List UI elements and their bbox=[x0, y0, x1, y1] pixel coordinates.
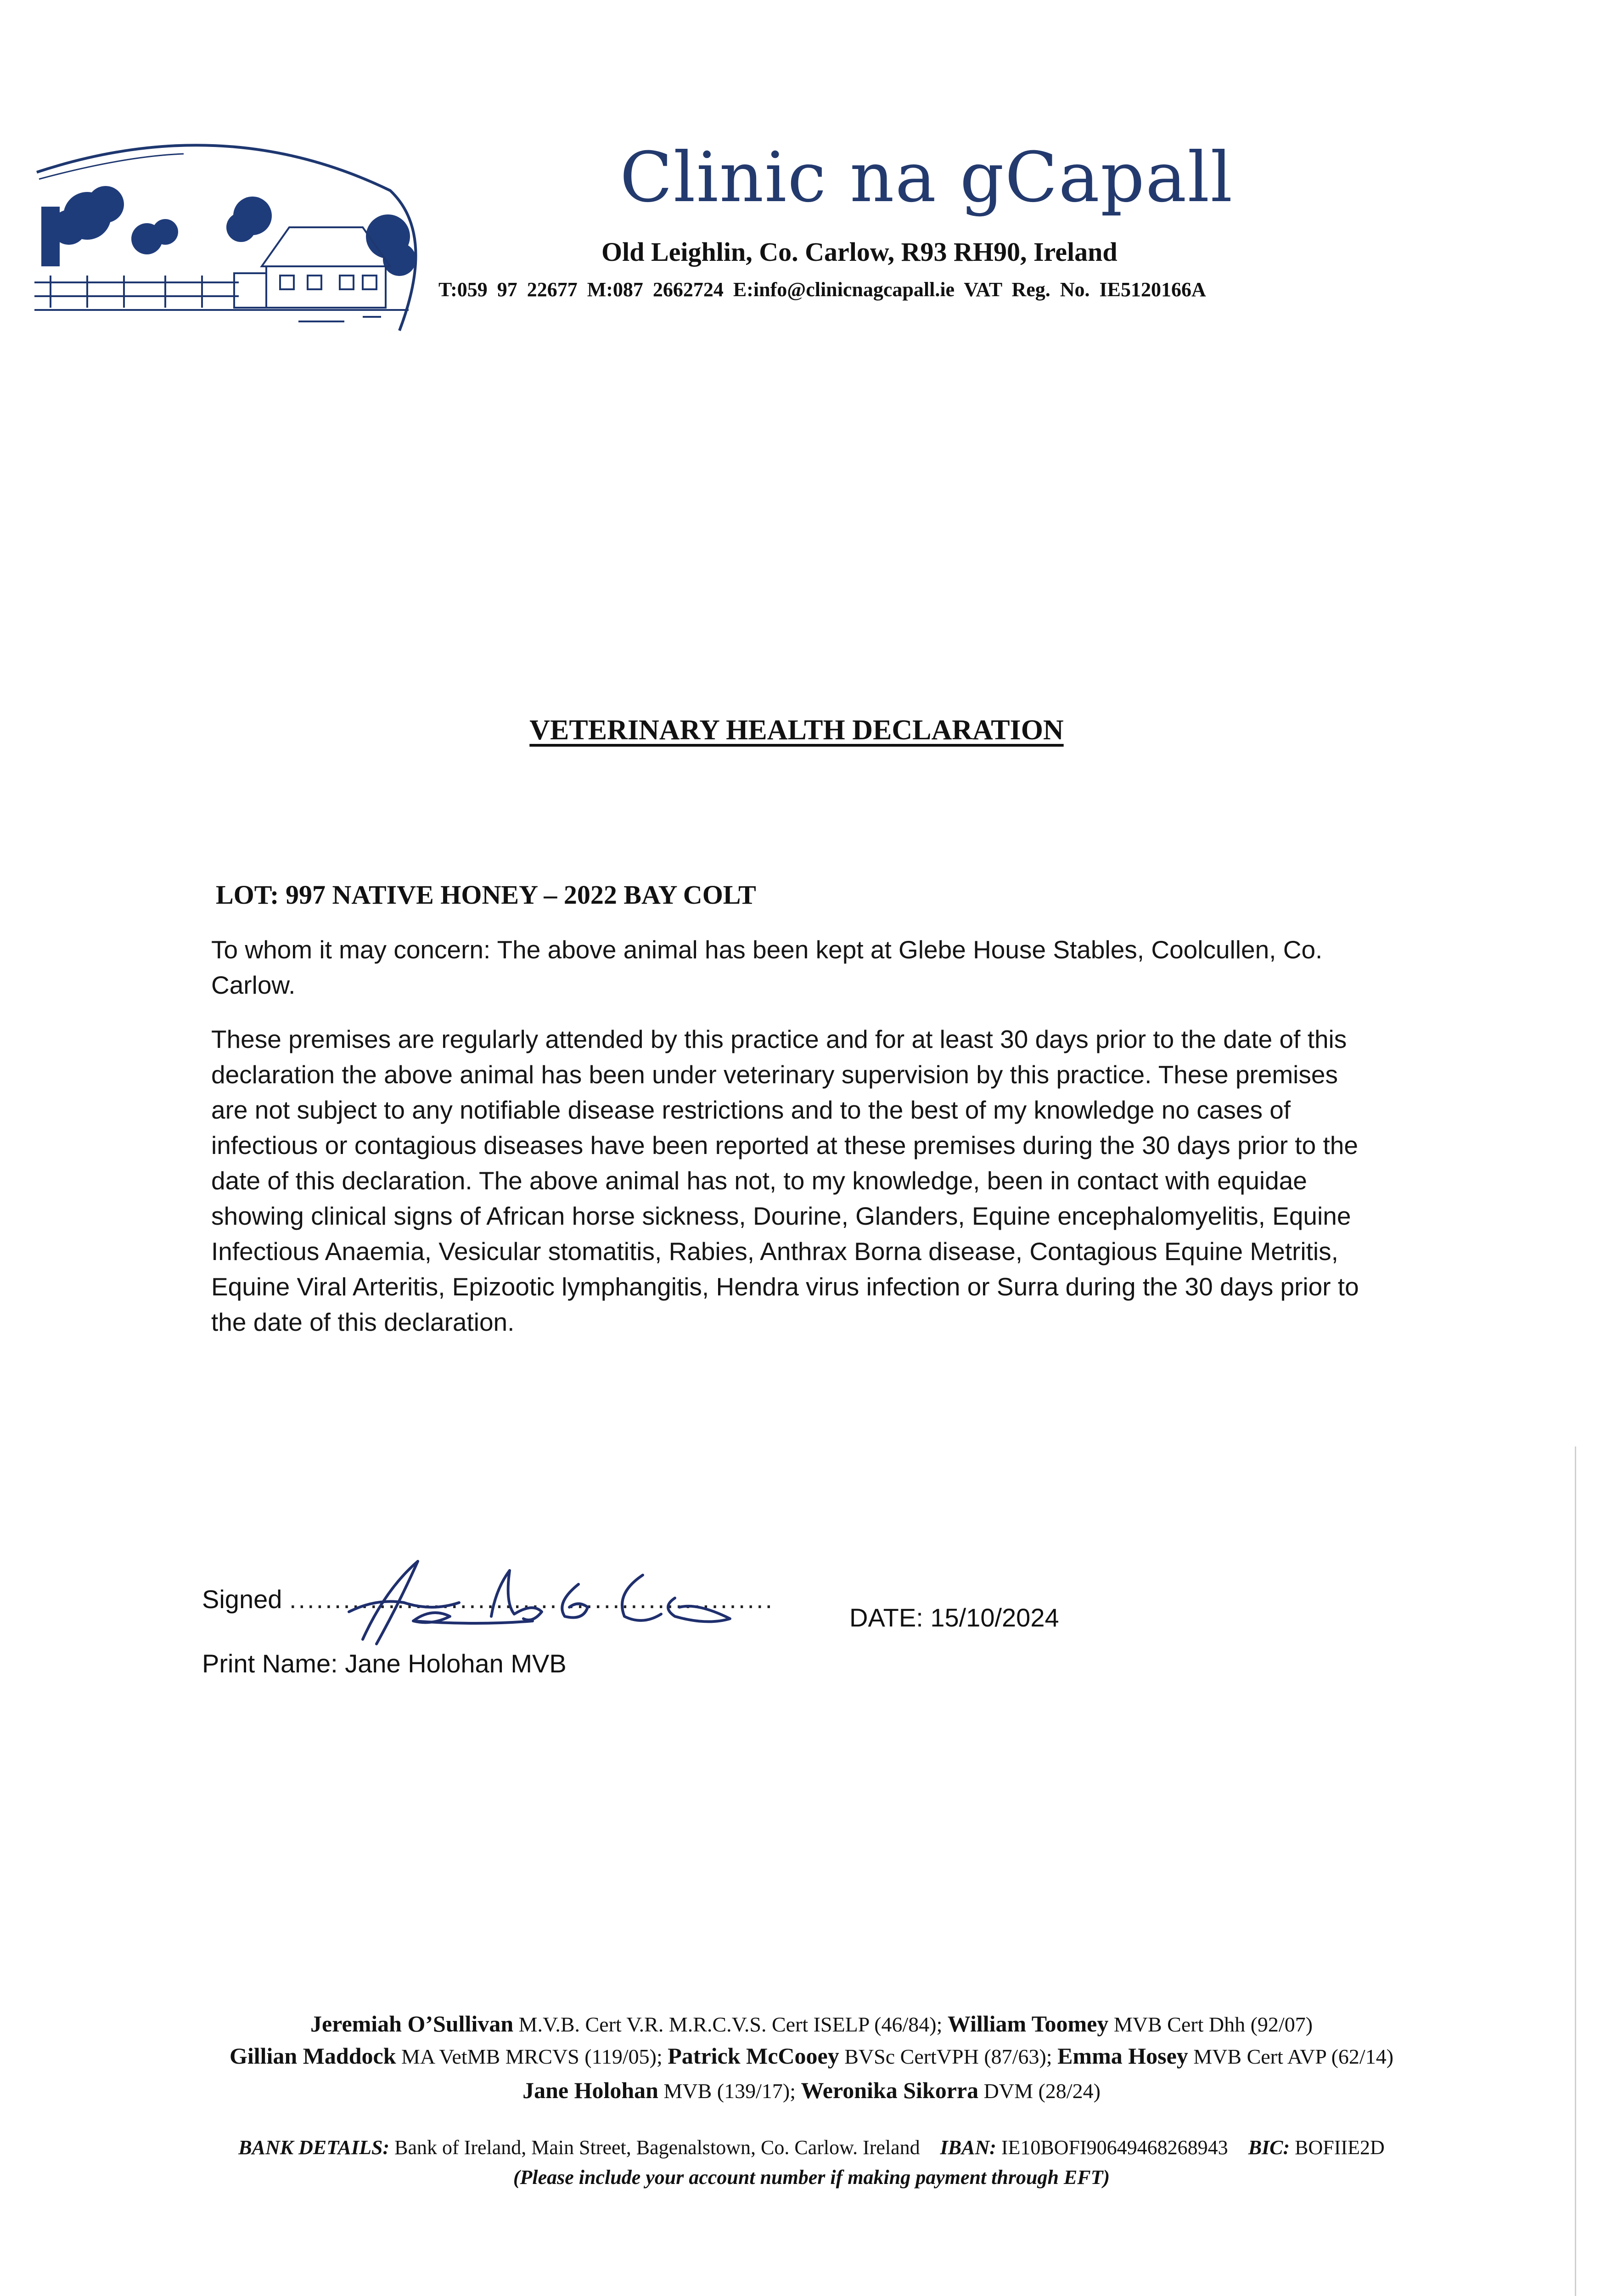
partner-qualifications: DVM (28/24) bbox=[983, 2079, 1101, 2103]
iban-value: IE10BOFI90649468268943 bbox=[1001, 2136, 1228, 2159]
partners-line-2 bbox=[0, 2041, 1623, 2071]
date-row bbox=[849, 1603, 1059, 1632]
partner-name: Jane Holohan bbox=[522, 2077, 658, 2103]
print-name-label: Print Name: bbox=[202, 1649, 338, 1678]
partner-qualifications: MA VetMB MRCVS (119/05); bbox=[401, 2045, 663, 2068]
partner-name: Weronika Sikorra bbox=[801, 2077, 979, 2103]
clinic-name: Clinic na gCapall bbox=[620, 138, 1234, 218]
signature-line: ...................................................... bbox=[289, 1585, 775, 1614]
document-title: VETERINARY HEALTH DECLARATION bbox=[529, 715, 1064, 746]
vat-number: VAT Reg. No. IE5120166A bbox=[964, 278, 1206, 301]
date-label: DATE: bbox=[849, 1603, 923, 1632]
date-value: 15/10/2024 bbox=[930, 1603, 1059, 1632]
bic-value: BOFIIE2D bbox=[1295, 2136, 1385, 2159]
lot-heading: LOT: 997 NATIVE HONEY – 2022 BAY COLT bbox=[216, 880, 756, 910]
partners-line-3 bbox=[0, 2076, 1623, 2106]
partner-qualifications: MVB Cert Dhh (92/07) bbox=[1113, 2013, 1313, 2036]
bank-value: Bank of Ireland, Main Street, Bagenalstown, Co. Carlow. Ireland bbox=[394, 2136, 920, 2159]
mobile: M:087 2662724 bbox=[587, 278, 724, 301]
bank-label: BANK DETAILS: bbox=[238, 2136, 390, 2159]
scan-edge-line bbox=[1575, 1446, 1576, 2296]
bic-label: BIC: bbox=[1248, 2136, 1290, 2159]
iban-label: IBAN: bbox=[940, 2136, 996, 2159]
email: E:info@clinicnagcapall.ie bbox=[733, 278, 955, 301]
signed-label: Signed bbox=[202, 1585, 282, 1614]
partner-qualifications: MVB Cert AVP (62/14) bbox=[1193, 2045, 1394, 2068]
partner-name: William Toomey bbox=[947, 2011, 1109, 2037]
paragraph-intro: To whom it may concern: The above animal has been kept at Glebe House Stables, Coolcullen, Co. Carlow. bbox=[211, 935, 1323, 999]
partner-name: Patrick McCooey bbox=[668, 2043, 839, 2069]
handwritten-signature bbox=[294, 1534, 744, 1653]
clinic-logo bbox=[32, 129, 418, 340]
partner-qualifications: M.V.B. Cert V.R. M.R.C.V.S. Cert ISELP (46/84); bbox=[518, 2013, 943, 2036]
clinic-address: Old Leighlin, Co. Carlow, R93 RH90, Ireland bbox=[601, 237, 1118, 267]
print-name-row bbox=[202, 1649, 567, 1678]
partners-line-1 bbox=[0, 2009, 1623, 2039]
paragraph-declaration: These premises are regularly attended by this practice and for at least 30 days prior to the date of this declaration the above animal has been under veterinary supervision by this practice. These premises are not subject to any notifiable disease restrictions and to the best of my knowledge no cases of infectious or contagious diseases have been reported at these premises during the 30 days prior to the date of this declaration. The above animal has not, to my knowledge, been in contact with equidae showing clinical signs of African horse sickness, Dourine, Glanders, Equine encephalomyelitis, Equine Infectious Anaemia, Vesicular stomatitis, Rabies, Anthrax Borna disease, Contagious Equine Metritis, Equine Viral Arteritis, Epizootic lymphangitis, Hendra virus infection or Surra during the 30 days prior to the date of this declaration. bbox=[211, 1025, 1359, 1336]
telephone: T:059 97 22677 bbox=[438, 278, 578, 301]
partner-name: Emma Hosey bbox=[1057, 2043, 1188, 2069]
print-name: Jane Holohan MVB bbox=[345, 1649, 567, 1678]
partner-name: Jeremiah O’Sullivan bbox=[310, 2011, 514, 2037]
partner-qualifications: MVB (139/17); bbox=[663, 2079, 796, 2103]
partner-qualifications: BVSc CertVPH (87/63); bbox=[844, 2045, 1052, 2068]
partner-name: Gillian Maddock bbox=[229, 2043, 396, 2069]
contact-line bbox=[438, 278, 1206, 301]
bank-details bbox=[0, 2133, 1623, 2162]
payment-note: (Please include your account number if making payment through EFT) bbox=[513, 2166, 1110, 2189]
